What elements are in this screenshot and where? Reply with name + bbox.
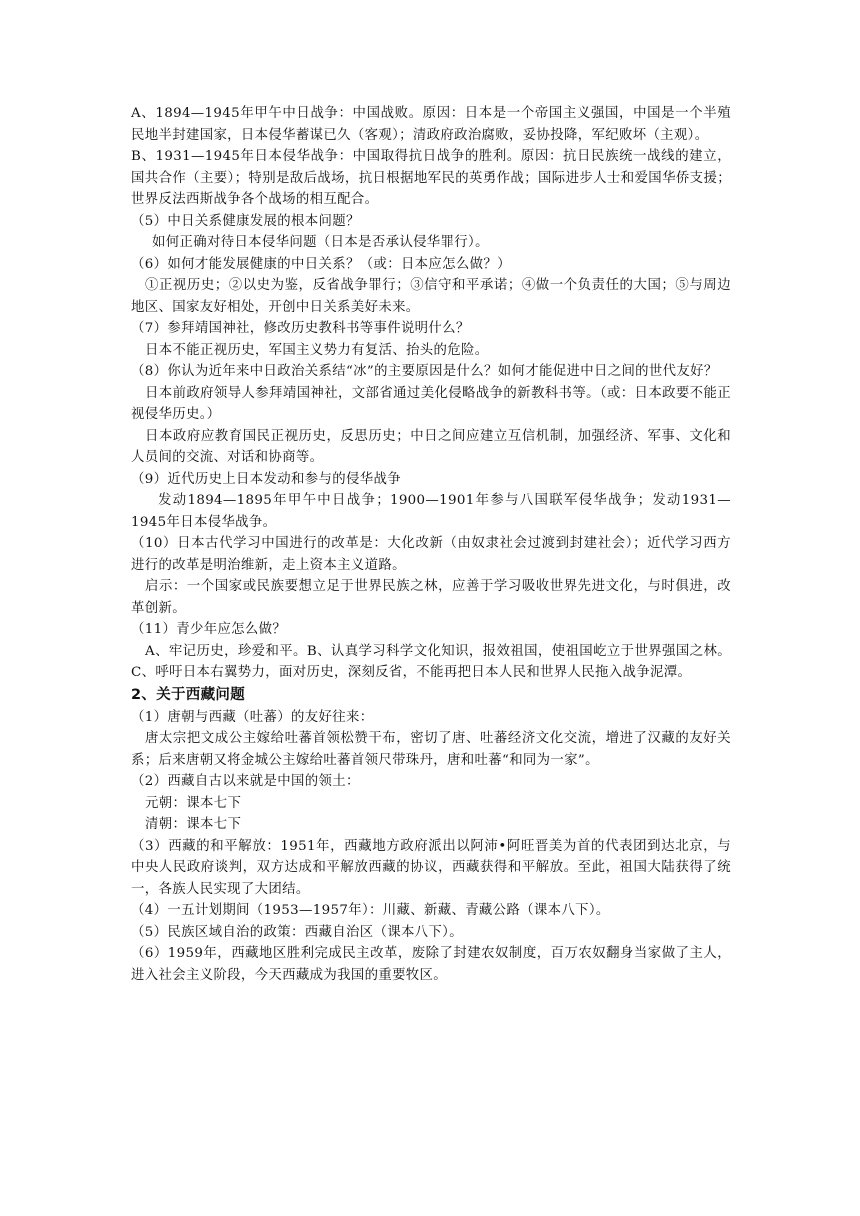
paragraph-10: （10）日本古代学习中国进行的改革是：大化改新（由奴隶社会过渡到封建社会）；近代学习西方进行的改革是明治维新，走上资本主义道路。 bbox=[131, 536, 731, 573]
paragraph-war-1931: B、1931—1945年日本侵华战争：中国取得抗日战争的胜利。原因：抗日民族统一战线的建立，国共合作（主要）；特别是敌后战场，抗日根据地军民的英勇作战；国际进步人士和爱国华侨支援；世界反法西斯战争各个战场的相互配合。 bbox=[131, 149, 731, 207]
tibet-item-4: （4）一五计划期间（1953—1957年）：川藏、新藏、青藏公路（课本八下）。 bbox=[131, 903, 610, 918]
question-6: （6）如何才能发展健康的中日关系？（或：日本应怎么做？） bbox=[131, 256, 511, 272]
answer-9: 发动1894—1895年甲午中日战争；1900—1901年参与八国联军侵华战争；发动1931—1945年日本侵华战争。 bbox=[131, 493, 731, 530]
tibet-item-5: （5）民族区域自治的政策：西藏自治区（课本八下）。 bbox=[131, 924, 463, 940]
answer-11: A、牢记历史，珍爱和平。B、认真学习科学文化知识，报效祖国，使祖国屹立于世界强国之林。C、呼吁日本右翼势力，面对历史，深刻反省，不能再把日本人民和世界人民拖入战争泥潭。 bbox=[131, 643, 731, 680]
answer-8-cause: 日本前政府领导人参拜靖国神社，文部省通过美化侵略战争的新教科书等。（或：日本政要不能正视侵华历史。） bbox=[131, 385, 731, 422]
answer-10-insight: 启示：一个国家或民族要想立足于世界民族之林，应善于学习吸收世界先进文化，与时俱进，改革创新。 bbox=[131, 579, 731, 616]
tibet-qing: 清朝：课本七下 bbox=[145, 817, 242, 832]
tibet-item-6: （6）1959年，西藏地区胜利完成民主改革，废除了封建农奴制度，百万农奴翻身当家做了主人，进入社会主义阶段，今天西藏成为我国的重要牧区。 bbox=[131, 946, 731, 983]
answer-5: 如何正确对待日本侵华问题（日本是否承认侵华罪行）。 bbox=[152, 235, 489, 250]
tibet-item-3: （3）西藏的和平解放：1951年，西藏地方政府派出以阿沛•阿旺晋美为首的代表团到达北京，与中央人民政府谈判，双方达成和平解放西藏的协议，西藏获得和平解放。至此，祖国大陆获得了统一，各族人民实现了大团结。 bbox=[131, 838, 731, 897]
tibet-item-2: （2）西藏自古以来就是中国的领土： bbox=[131, 774, 360, 789]
question-8: （8）你认为近年来中日政治关系结“冰”的主要原因是什么？如何才能促进中日之间的世代友好？ bbox=[131, 364, 718, 379]
answer-8-solution: 日本政府应教育国民正视历史，反思历史；中日之间应建立互信机制，加强经济、军事、文化和人员间的交流、对话和协商等。 bbox=[131, 428, 731, 465]
tibet-answer-1: 唐太宗把文成公主嫁给吐蕃首领松赞干布，密切了唐、吐蕃经济文化交流，增进了汉藏的友好关系；后来唐朝又将金城公主嫁给吐蕃首领尺带珠丹，唐和吐蕃“和同为一家”。 bbox=[131, 731, 731, 768]
document-body bbox=[131, 103, 731, 986]
section-heading-tibet: 2、关于西藏问题 bbox=[131, 686, 245, 703]
question-5: （5）中日关系健康发展的根本问题？ bbox=[131, 213, 360, 229]
question-9: （9）近代历史上日本发动和参与的侵华战争 bbox=[131, 471, 401, 487]
paragraph-war-1894: A、1894—1945年甲午中日战争：中国战败。原因：日本是一个帝国主义强国，中国是一个半殖民地半封建国家，日本侵华蓄谋已久（客观）；清政府政治腐败，妥协投降，军纪败坏（主观）。 bbox=[131, 106, 731, 143]
answer-7: 日本不能正视历史，军国主义势力有复活、抬头的危险。 bbox=[145, 342, 489, 358]
question-11: （11）青少年应怎么做？ bbox=[131, 622, 287, 637]
answer-6: ①正视历史；②以史为鉴，反省战争罪行；③信守和平承诺；④做一个负责任的大国；⑤与周边地区、国家友好相处，开创中日关系美好未来。 bbox=[131, 278, 731, 315]
tibet-item-1: （1）唐朝与西藏（吐蕃）的友好往来： bbox=[131, 709, 374, 725]
question-7: （7）参拜靖国神社，修改历史教科书等事件说明什么？ bbox=[131, 321, 470, 336]
tibet-yuan: 元朝：课本七下 bbox=[145, 795, 242, 811]
